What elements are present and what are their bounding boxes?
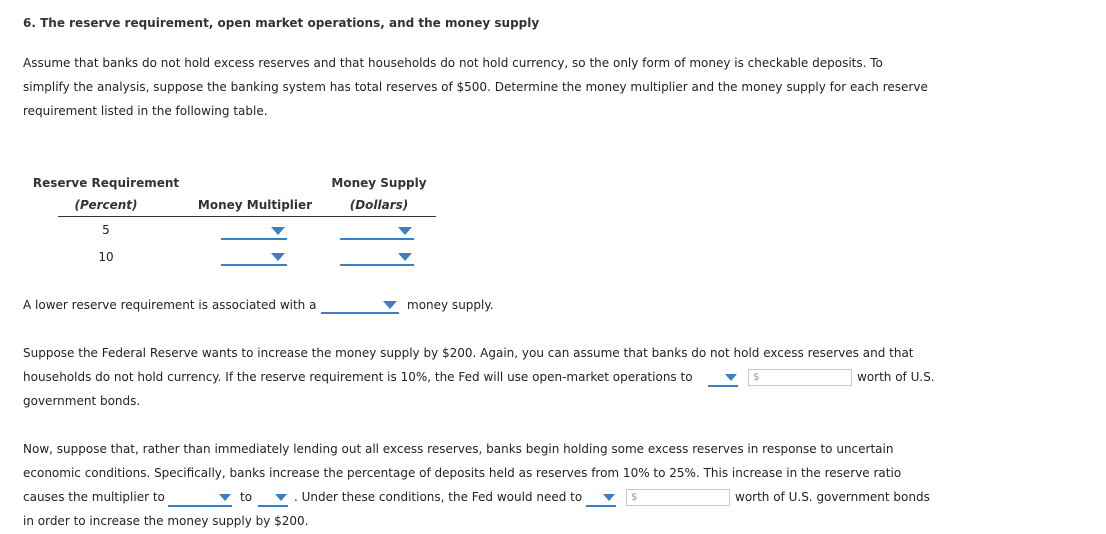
- chevron-down-icon: [398, 253, 412, 261]
- intro-line-3: requirement listed in the following table.: [23, 104, 268, 118]
- to-word: to: [240, 490, 253, 504]
- fed-bond-amount-field[interactable]: [626, 489, 730, 506]
- q4-line-1: Now, suppose that, rather than immediately lending out all excess reserves, banks begin holding some excess reserves in response to uncertain: [23, 442, 894, 456]
- intro-line-1: Assume that banks do not hold excess reserves and that households do not hold currency, so the only form of money is checkable deposits. To: [23, 56, 883, 70]
- bond-amount-input[interactable]: [763, 370, 849, 385]
- multiplier-to-dropdown[interactable]: [258, 489, 288, 507]
- q3-line-2-before: households do not hold currency. If the reserve requirement is 10%, the Fed will use open-market operations to: [23, 370, 693, 384]
- q2-text-before: A lower reserve requirement is associated with a: [23, 298, 317, 312]
- chevron-down-icon: [271, 227, 285, 235]
- money-supply-direction-dropdown[interactable]: [321, 296, 399, 314]
- bond-amount-field[interactable]: [748, 369, 852, 386]
- q4-line-4: in order to increase the money supply by $200.: [23, 514, 309, 528]
- q4-line-3-mid: . Under these conditions, the Fed would need to: [294, 490, 583, 504]
- open-market-action-dropdown[interactable]: [708, 369, 738, 387]
- chevron-down-icon: [603, 494, 615, 501]
- col-multiplier-header: Money Multiplier: [197, 198, 313, 212]
- chevron-down-icon: [219, 494, 231, 501]
- multiplier-dropdown-row-2[interactable]: [221, 248, 287, 266]
- q3-line-1: Suppose the Federal Reserve wants to increase the money supply by $200. Again, you can assume that banks do not hold excess reserves and that: [23, 346, 914, 360]
- money-supply-dropdown-row-1[interactable]: [340, 222, 414, 240]
- reserve-value: 10: [98, 250, 114, 264]
- chevron-down-icon: [725, 374, 737, 381]
- col-reserve-subheader: (Percent): [74, 198, 138, 212]
- chevron-down-icon: [398, 227, 412, 235]
- col-supply-header: Money Supply: [331, 176, 427, 190]
- q3-line-2-after: worth of U.S.: [857, 370, 935, 384]
- q4-line-3-after: worth of U.S. government bonds: [735, 490, 930, 504]
- q4-line-2: economic conditions. Specifically, banks increase the percentage of deposits held as reserves from 10% to 25%. This increase in the reserve ratio: [23, 466, 902, 480]
- col-supply-subheader: (Dollars): [349, 198, 409, 212]
- q2-text-after: money supply.: [407, 298, 494, 312]
- multiplier-from-dropdown[interactable]: [168, 489, 232, 507]
- chevron-down-icon: [275, 494, 287, 501]
- intro-line-2: simplify the analysis, suppose the banking system has total reserves of $500. Determine the money multiplier and the money supply for each reserve: [23, 80, 928, 94]
- q4-line-3-before: causes the multiplier to: [23, 490, 165, 504]
- multiplier-dropdown-row-1[interactable]: [221, 222, 287, 240]
- col-reserve-header: Reserve Requirement: [32, 176, 180, 190]
- money-supply-dropdown-row-2[interactable]: [340, 248, 414, 266]
- chevron-down-icon: [271, 253, 285, 261]
- question-title: 6. The reserve requirement, open market operations, and the money supply: [23, 16, 540, 30]
- reserve-value: 5: [102, 223, 110, 237]
- fed-bond-amount-input[interactable]: [641, 490, 727, 505]
- chevron-down-icon: [383, 301, 397, 309]
- q3-line-3: government bonds.: [23, 394, 141, 408]
- fed-action-dropdown[interactable]: [586, 489, 616, 507]
- dollar-sign-icon: $: [631, 492, 638, 503]
- table-header-rule: [58, 216, 436, 217]
- dollar-sign-icon: $: [753, 372, 760, 383]
